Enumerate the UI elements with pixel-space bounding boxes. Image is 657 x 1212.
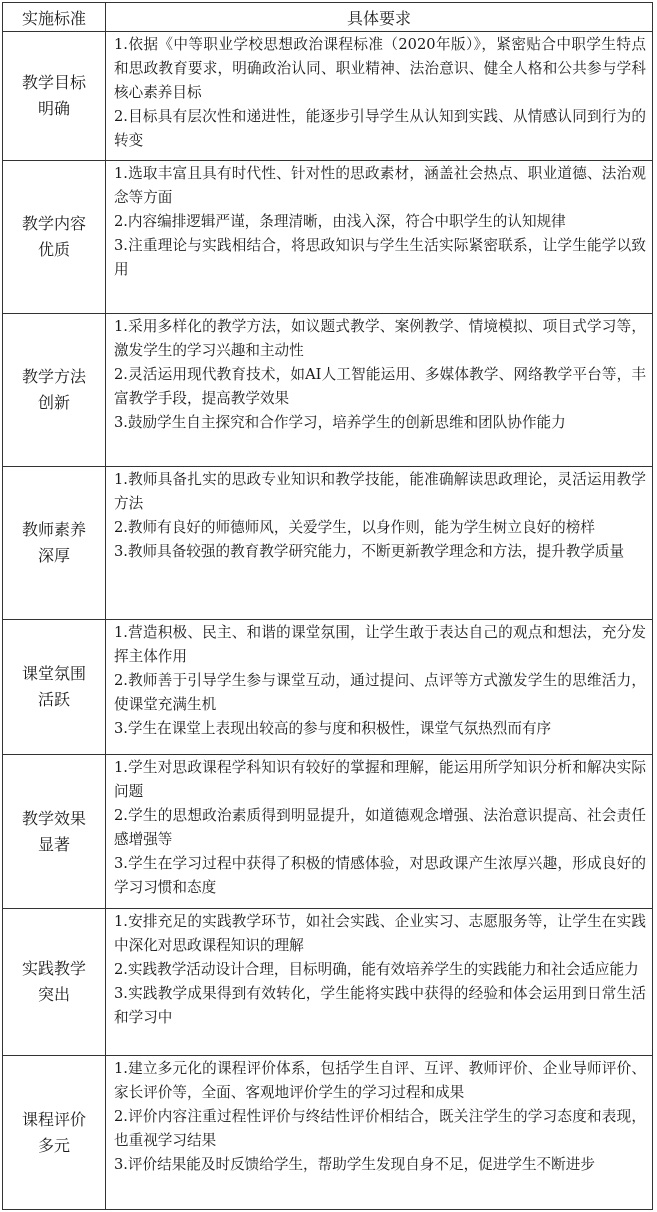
requirements-cell <box>106 909 653 1056</box>
requirement-item: 2.内容编排逻辑严谨，条理清晰，由浅入深，符合中职学生的认知规律 <box>114 213 566 230</box>
table-row <box>3 755 653 909</box>
requirement-item: 2.评价内容注重过程性评价与终结性评价相结合，既关注学生的学习态度和表现，也重视学习结果 <box>114 1108 646 1149</box>
standard-name: 教学效果显著 <box>21 808 86 854</box>
standards-table <box>2 2 653 1210</box>
standard-name: 教师素养深厚 <box>21 520 86 565</box>
standard-name: 教学内容优质 <box>21 214 86 259</box>
requirement-item: 3.评价结果能及时反馈给学生，帮助学生发现自身不足，促进学生不断进步 <box>114 1156 595 1173</box>
requirements-cell <box>106 1056 653 1210</box>
requirement-item: 2.教师善于引导学生参与课堂互动，通过提问、点评等方式激发学生的思维活力，使课堂充满生机 <box>114 672 646 713</box>
standard-cell <box>3 1056 106 1210</box>
header-requirements: 具体要求 <box>106 3 653 32</box>
table-row <box>3 32 653 161</box>
requirement-item: 1.依据《中等职业学校思想政治课程标准（2020年版）》，紧密贴合中职学生特点和思政教育要求，明确政治认同、职业精神、法治意识、健全人格和公共参与学科核心素养目标 <box>114 36 646 101</box>
requirements-cell <box>106 32 653 161</box>
requirement-item: 1.营造积极、民主、和谐的课堂氛围，让学生敢于表达自己的观点和想法，充分发挥主体作用 <box>114 624 646 665</box>
requirements-cell <box>106 467 653 620</box>
standard-name: 实践教学突出 <box>21 959 86 1004</box>
standard-cell <box>3 467 106 620</box>
table-row <box>3 1056 653 1210</box>
requirement-item: 2.目标具有层次性和递进性，能逐步引导学生从认知到实践、从情感认同到行为的转变 <box>114 108 646 149</box>
requirement-item: 3.注重理论与实践相结合，将思政知识与学生生活实际紧密联系，让学生能学以致用 <box>114 237 646 278</box>
requirements-cell <box>106 620 653 755</box>
requirements-cell <box>106 161 653 314</box>
standard-cell <box>3 32 106 161</box>
table-row <box>3 909 653 1056</box>
requirement-item: 1.选取丰富且具有时代性、针对性的思政素材，涵盖社会热点、职业道德、法治观念等方面 <box>114 165 646 206</box>
requirement-item: 1.安排充足的实践教学环节，如社会实践、企业实习、志愿服务等，让学生在实践中深化对思政课程知识的理解 <box>114 913 646 954</box>
standard-name: 课堂氛围活跃 <box>21 664 86 709</box>
requirements-cell <box>106 314 653 467</box>
requirement-item: 1.教师具备扎实的思政专业知识和教学技能，能准确解读思政理论，灵活运用教学方法 <box>114 471 646 512</box>
table-header-row <box>3 3 653 32</box>
header-standard: 实施标准 <box>3 3 106 32</box>
standard-cell <box>3 755 106 909</box>
standard-name: 课程评价多元 <box>21 1109 86 1155</box>
table-row <box>3 314 653 467</box>
standard-name: 教学方法创新 <box>21 367 86 412</box>
requirement-item: 3.实践教学成果得到有效转化，学生能将实践中获得的经验和体会运用到日常生活和学习中 <box>114 985 646 1026</box>
requirement-item: 1.建立多元化的课程评价体系，包括学生自评、互评、教师评价、企业导师评价、家长评价等，全面、客观地评价学生的学习过程和成果 <box>114 1060 646 1101</box>
requirement-item: 2.实践教学活动设计合理，目标明确，能有效培养学生的实践能力和社会适应能力 <box>114 961 639 978</box>
standard-name: 教学目标明确 <box>21 73 86 118</box>
requirement-item: 3.学生在课堂上表现出较高的参与度和积极性，课堂气氛热烈而有序 <box>114 720 552 737</box>
requirement-item: 1.采用多样化的教学方法，如议题式教学、案例教学、情境模拟、项目式学习等，激发学生的学习兴趣和主动性 <box>114 318 646 359</box>
standard-cell <box>3 314 106 467</box>
table-row <box>3 161 653 314</box>
table-row <box>3 467 653 620</box>
requirement-item: 2.学生的思想政治素质得到明显提升，如道德观念增强、法治意识提高、社会责任感增强等 <box>114 807 646 848</box>
requirement-item: 3.鼓励学生自主探究和合作学习，培养学生的创新思维和团队协作能力 <box>114 414 566 431</box>
requirement-item: 3.学生在学习过程中获得了积极的情感体验，对思政课产生浓厚兴趣，形成良好的学习习惯和态度 <box>114 855 646 896</box>
standard-cell <box>3 161 106 314</box>
requirement-item: 1.学生对思政课程学科知识有较好的掌握和理解，能运用所学知识分析和解决实际问题 <box>114 759 646 800</box>
requirements-cell <box>106 755 653 909</box>
standard-cell <box>3 909 106 1056</box>
standard-cell <box>3 620 106 755</box>
requirement-item: 2.灵活运用现代教育技术，如AI人工智能运用、多媒体教学、网络教学平台等，丰富教学手段，提高教学效果 <box>114 366 646 407</box>
table-row <box>3 620 653 755</box>
requirement-item: 2.教师有良好的师德师风，关爱学生，以身作则，能为学生树立良好的榜样 <box>114 519 595 536</box>
requirement-item: 3.教师具备较强的教育教学研究能力，不断更新教学理念和方法，提升教学质量 <box>114 543 625 560</box>
